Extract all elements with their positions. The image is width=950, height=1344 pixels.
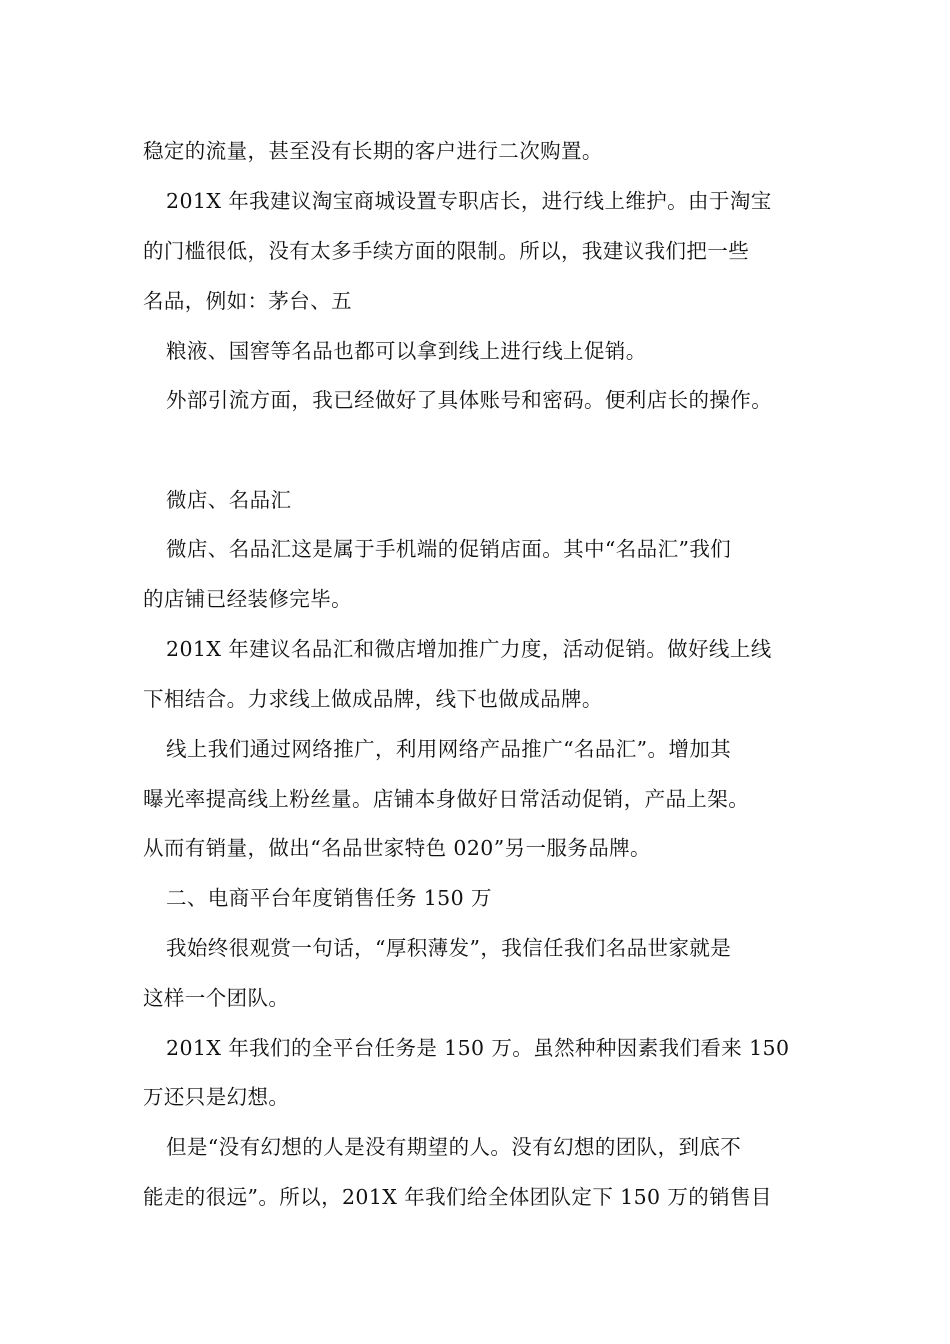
text-line-2: 201X 年我建议淘宝商城设置专职店长，进行线上维护。由于淘宝 <box>166 189 772 213</box>
text-line-20: 但是“没有幻想的人是没有期望的人。没有幻想的团队，到底不 <box>166 1135 742 1159</box>
text-line-19: 万还只是幻想。 <box>143 1085 290 1109</box>
text-line-9: 的店铺已经装修完毕。 <box>143 587 352 611</box>
text-line-3: 的门槛很低，没有太多手续方面的限制。所以，我建议我们把一些 <box>143 239 750 263</box>
section-heading-weidian: 微店、名品汇 <box>166 488 292 512</box>
text-line-18: 201X 年我们的全平台任务是 150 万。虽然种种因素我们看来 150 <box>166 1036 790 1060</box>
text-line-13: 曝光率提高线上粉丝量。店铺本身做好日常活动促销，产品上架。 <box>143 787 750 811</box>
text-line-4: 名品，例如：茅台、五 <box>143 289 352 313</box>
text-line-6: 外部引流方面，我已经做好了具体账号和密码。便利店长的操作。 <box>166 388 773 412</box>
text-line-16: 我始终很观赏一句话，“厚积薄发”，我信任我们名品世家就是 <box>166 936 732 960</box>
text-line-12: 线上我们通过网络推广，利用网络产品推广“名品汇”。增加其 <box>166 737 732 761</box>
text-line-21: 能走的很远”。所以，201X 年我们给全体团队定下 150 万的销售目 <box>143 1185 772 1209</box>
text-line-17: 这样一个团队。 <box>143 986 290 1010</box>
text-line-8: 微店、名品汇这是属于手机端的促销店面。其中“名品汇”我们 <box>166 537 732 561</box>
text-line-14: 从而有销量，做出“名品世家特色 020”另一服务品牌。 <box>143 836 651 860</box>
text-line-10: 201X 年建议名品汇和微店增加推广力度，活动促销。做好线上线 <box>166 637 772 661</box>
text-line-1: 稳定的流量，甚至没有长期的客户进行二次购置。 <box>143 139 603 163</box>
section-heading-sales-task: 二、电商平台年度销售任务 150 万 <box>166 886 492 910</box>
text-line-5: 粮液、国窖等名品也都可以拿到线上进行线上促销。 <box>166 339 647 363</box>
text-line-11: 下相结合。力求线上做成品牌，线下也做成品牌。 <box>143 687 603 711</box>
